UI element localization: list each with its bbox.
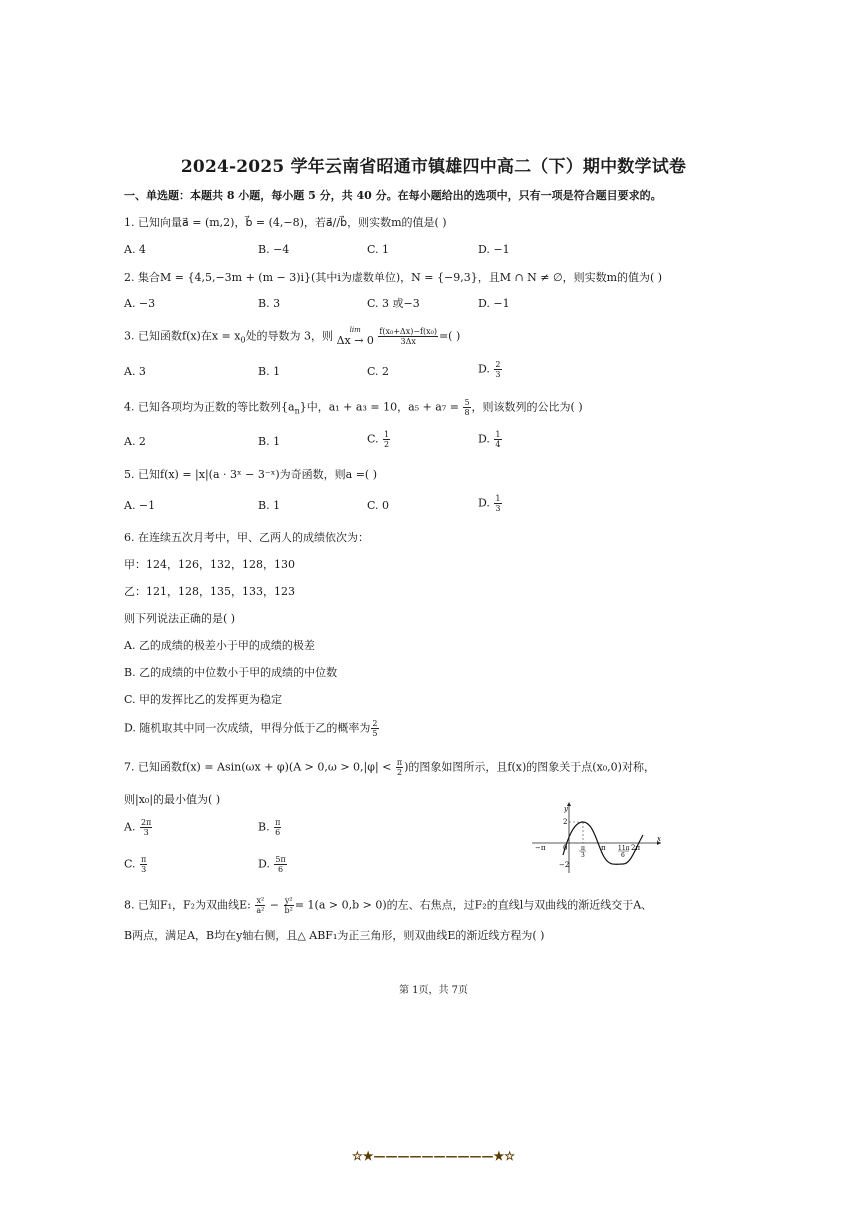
q8-y-numerator: y² [284,896,293,905]
q4-fraction-denominator: 8 [464,408,470,417]
q3-option-d [478,360,503,379]
graph-tick-11pi-denominator: 6 [621,852,625,859]
graph-tick-11pi-numerator: 11π [618,845,630,852]
graph-tick-pi3-denominator: 3 [581,852,585,859]
q3-option-a: A. 3 [124,365,146,378]
q6-option-d-text: D. 随机取其中同一次成绩，甲得分低于乙的概率为 [124,721,371,735]
graph-y-label: y [564,805,568,813]
q4-option-c [367,430,391,449]
q7-b-numerator: π [275,818,281,827]
q7-stem-fraction [396,758,403,777]
question-5-stem: 5. 已知f(x) = |x|(a · 3ˣ − 3⁻ˣ)为奇函数，则a =( ) [124,468,377,481]
q7-d-numerator: 5π [275,855,286,864]
q2-option-d: D. −1 [478,297,510,310]
q5-option-b: B. 1 [258,499,281,512]
q5-option-a: A. −1 [124,499,156,512]
q4-d-numerator: 1 [495,430,501,439]
q2-option-b: B. 3 [258,297,281,310]
question-8-stem: 8. 已知F₁，F₂为双曲线E: $\frac{\text{x²}}{\text{a²}}$ − $\frac{\text{y²}}{\text{b²}}$ = 1(a > 0,b > 0)的左、右焦点，过F₂的直线l与双曲线的渐近线交于A、 [124,896,653,915]
question-2-stem: 2. 集合M = {4,5,−3m + (m − 3)i}(其中i为虚数单位)，N = {−9,3}，且M ∩ N ≠ ∅，则实数m的值为( ) [124,271,663,284]
q7-option-a-fraction [140,818,152,837]
question-3-stem [124,326,460,349]
q3-option-d-fraction [494,360,501,379]
graph-x-label: x [657,835,661,843]
graph-tick-neg-2: −2 [559,861,570,869]
graph-tick-2pi: 2π [631,844,641,852]
q3-fraction-denominator: 3Δx [400,337,416,346]
question-4-stem [124,398,583,420]
q7-a-denominator: 3 [143,828,149,837]
q6-option-b: B. 乙的成绩的中位数小于甲的成绩的中位数 [124,666,338,679]
q3-option-b: B. 1 [258,365,281,378]
q3-d-denominator: 3 [495,370,501,379]
q7-stem-numerator: π [396,758,403,767]
q7-option-b-label: B. [258,820,274,834]
q6-option-d-fraction [371,719,378,738]
q3-limit [337,326,374,347]
q3-option-c: C. 2 [367,365,390,378]
q6-d-numerator: 2 [372,719,378,728]
q8-x-denominator: a² [256,906,265,915]
q5-option-c: C. 0 [367,499,390,512]
q7-option-c [124,855,148,874]
graph-tick-pi: π [601,844,606,852]
q4-fraction [463,398,470,417]
q7-option-c-label: C. [124,857,140,871]
question-7-stem [124,758,655,777]
q7-option-a-label: A. [124,820,139,834]
section-heading: 一、单选题：本题共 8 小题，每小题 5 分，共 40 分。在每小题给出的选项中，只有一项是符合题目要求的。 [124,189,662,202]
q4-option-d-label: D. [478,432,494,446]
q7-c-numerator: π [141,855,147,864]
q3-fraction-numerator: f(x₀+Δx)−f(x₀) [379,327,437,336]
exam-title: 2024-2025 学年云南省昭通市镇雄四中高二（下）期中数学试卷 [180,157,687,177]
q7-option-d-fraction [274,855,286,874]
graph-tick-neg-pi: −π [535,844,546,852]
q4-option-d-fraction [494,430,501,449]
q4-option-a: A. 2 [124,435,146,448]
page-footer: 第 1页，共 7页 [398,985,469,996]
graph-tick-zero: 0 [563,844,568,852]
q8-y-denominator: b² [284,906,293,915]
q7-c-denominator: 3 [141,865,147,874]
q1-option-c: C. 1 [367,243,390,256]
q7-stem-post: )的图象如图所示，且f(x)的图象关于点(x₀,0)对称， [404,760,655,774]
q4-stem-sub: n [294,406,300,416]
q1-option-a: A. 4 [124,243,146,256]
question-1-stem: 1. 已知向量a⃗ = (m,2)，b⃗ = (4,−8)，若a⃗//b⃗，则实数m的值是( ) [124,216,447,229]
q2-option-c: C. 3 或−3 [367,297,420,310]
q4-c-numerator: 1 [384,430,390,439]
q7-option-d-label: D. [258,857,274,871]
q3-limit-top: lim [349,326,361,334]
q7-option-a [124,818,153,837]
q5-option-d [478,494,503,513]
q6-yi-scores: 乙：121，128，135，133，123 [124,585,295,598]
q3-d-numerator: 2 [495,360,501,369]
q2-option-a: A. −3 [124,297,156,310]
q8-x-fraction [255,896,265,915]
q8-x-numerator: x² [256,896,265,905]
q6-option-a: A. 乙的成绩的极差小于甲的成绩的极差 [124,639,315,652]
q5-d-numerator: 1 [495,494,501,503]
sine-graph-figure [527,797,667,877]
q4-option-b: B. 1 [258,435,281,448]
q3-stem-post: =( ) [438,329,461,343]
q1-option-d: D. −1 [478,243,510,256]
question-6-stem: 6. 在连续五次月考中，甲、乙两人的成绩依次为： [124,531,369,544]
q7-a-numerator: 2π [140,818,152,827]
q5-option-d-fraction [494,494,501,513]
q8-stem-post: = 1(a > 0,b > 0)的左、右焦点，过F₂的直线l与双曲线的渐近线交于A、 [294,898,653,912]
decorative-stars-divider: ☆★——————————★☆ [351,1149,516,1163]
q3-option-d-label: D. [478,362,494,376]
q7-option-b [258,818,282,837]
q8-stem-pre: 8. 已知F₁，F₂为双曲线E: [124,898,255,912]
q3-fraction [378,327,438,346]
q4-fraction-numerator: 5 [464,398,470,407]
q7-stem-pre: 7. 已知函数f(x) = Asin(ωx + φ)(A > 0,ω > 0,|φ| < [124,760,395,774]
q4-stem-pre: 4. 已知各项均为正数的等比数列{a [124,400,295,414]
q3-stem-sub: 0 [240,335,246,345]
q8-stem-line2: B两点，满足A，B均在y轴右侧，且△ ABF₁为正三角形，则双曲线E的渐近线方程为( ) [124,929,545,942]
q1-option-b: B. −4 [258,243,290,256]
q7-option-c-fraction [140,855,147,874]
q5-option-d-label: D. [478,496,494,510]
q7-option-d [258,855,288,874]
q5-d-denominator: 3 [495,504,501,513]
q8-y-fraction [284,896,294,915]
q6-ask: 则下列说法正确的是( ) [124,612,236,625]
q4-stem-post: ，则该数列的公比为( ) [471,400,583,414]
graph-tick-2: 2 [563,818,568,826]
q6-option-d [124,719,380,738]
q4-option-c-label: C. [367,432,383,446]
q4-c-denominator: 2 [384,440,390,449]
q7-stem-denominator: 2 [396,768,403,777]
q4-stem-mid: }中，a₁ + a₃ = 10，a₅ + a₇ = [299,400,463,414]
q3-stem-mid: 处的导数为 3，则 [245,329,334,343]
q3-stem-pre: 3. 已知函数f(x)在x = x [124,329,241,343]
q6-jia-scores: 甲：124，126，132，128，130 [124,558,295,571]
q7-b-denominator: 6 [275,828,281,837]
q4-option-d [478,430,503,449]
q4-d-denominator: 4 [495,440,501,449]
q6-d-denominator: 5 [372,729,378,738]
graph-tick-pi3-numerator: π [581,845,585,852]
q7-d-denominator: 6 [278,865,284,874]
q7-stem-line2: 则|x₀|的最小值为( ) [124,793,221,806]
q7-option-b-fraction [274,818,281,837]
q3-limit-bottom: Δx → 0 [336,334,374,347]
q6-option-c: C. 甲的发挥比乙的发挥更为稳定 [124,693,283,706]
q4-option-c-fraction [383,430,390,449]
